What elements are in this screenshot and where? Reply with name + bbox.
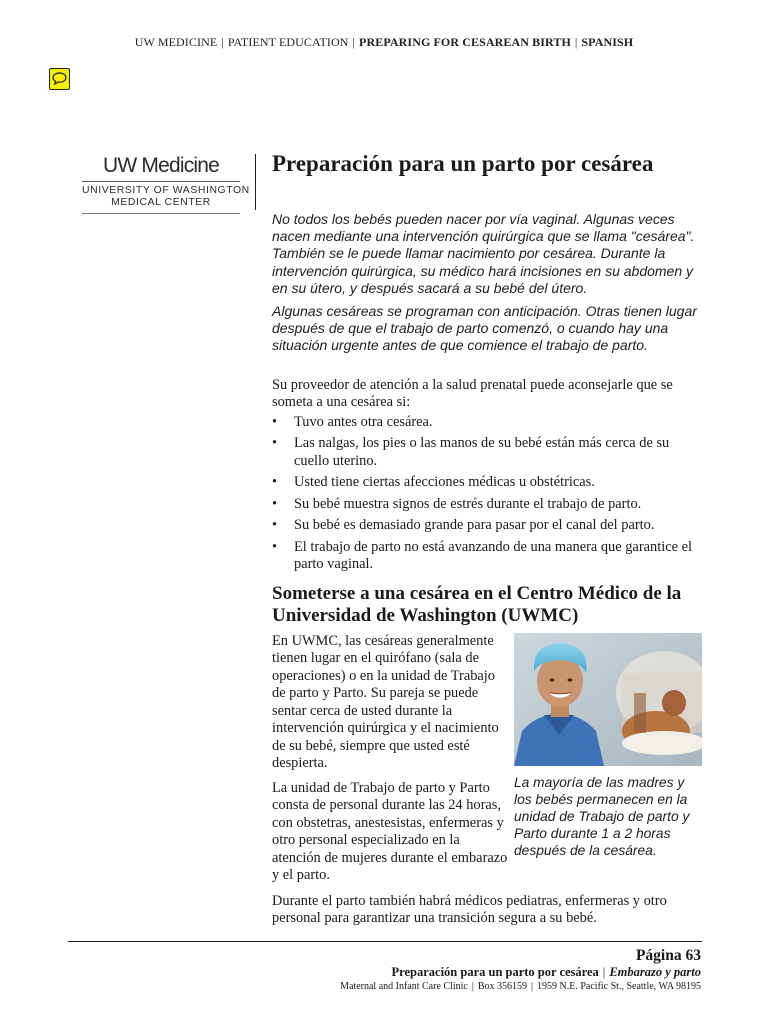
header-separator: | [352,35,356,49]
uw-medicine-logo [82,154,250,214]
photo-block [514,633,702,860]
header-topic: PREPARING FOR CESAREAN BIRTH [359,35,571,49]
footer-doc-title: Preparación para un parto por cesárea [391,965,599,979]
footer-box: Box 356159 [477,981,528,992]
footer-title-line [200,965,701,980]
footer-clinic: Maternal and Infant Care Clinic [340,981,468,992]
logo-rule [82,181,240,182]
header-separator: | [574,35,578,49]
logo-line-1: UNIVERSITY OF WASHINGTON [82,185,250,196]
footer-series: Embarazo y parto [609,965,701,979]
footer-rule [68,941,702,942]
list-item [272,539,702,574]
footer-separator: | [602,965,606,979]
footer-separator: | [471,981,474,992]
list-item-text: Tuvo antes otra cesárea. [294,413,433,430]
nurse-photo [514,633,702,766]
running-header [0,35,768,50]
conditions-list [272,414,702,574]
logo-wordmark: UW Medicine [102,154,220,177]
page-title: Preparación para un parto por cesárea [272,151,654,176]
title-divider [255,154,256,210]
footer-separator: | [531,981,534,992]
bullet: • [272,474,278,491]
logo-line-2: MEDICAL CENTER [111,197,211,208]
logo-bottom-rule [82,213,240,214]
list-item [272,414,702,432]
intro [272,211,702,355]
list-item-text: El trabajo de parto no está avanzando de una manera que garantice el parto vaginal. [294,538,692,573]
conditions-lead: Su proveedor de atención a la salud prenatal puede aconsejarle que se someta a una cesárea si: [272,376,673,411]
main-content [272,211,702,928]
bullet: • [272,538,278,555]
list-item [272,517,702,535]
list-item-text: Su bebé es demasiado grande para pasar por el canal del parto. [294,517,655,534]
list-item-text: Las nalgas, los pies o las manos de su bebé están más cerca de su cuello uterino. [294,435,670,469]
list-item [272,435,702,470]
header-section: PATIENT EDUCATION [227,35,349,49]
photo-caption: La mayoría de las madres y los bebés permanecen en la unidad de Trabajo de parto y Parto durante 1 a 2 horas después de la cesárea. [514,774,690,859]
uwmc-paragraph-2: La unidad de Trabajo de parto y Parto consta de personal durante las 24 horas, con obstetras, anestesistas, enfermeras y otro personal especializado en la atención de mujeres durante el embarazo y el parto. [272,779,508,884]
uwmc-paragraph-1: En UWMC, las cesáreas generalmente tienen lugar en el quirófano (sala de operaciones) o en la unidad de Trabajo de parto y Parto. Su pareja se puede sentar cerca de usted durante la intervención quirúrgica y el nacimiento de su bebé, siempre que usted esté despierta. [272,632,499,772]
list-item-text: Usted tiene ciertas afecciones médicas u obstétricas. [294,474,595,491]
bullet: • [272,495,278,512]
intro-paragraph-2: Algunas cesáreas se programan con anticipación. Otras tienen lugar después de que el trabajo de parto comenzó, o cuando hay una situación urgente antes de que comience el trabajo de parto. [272,303,697,354]
bullet: • [272,435,278,452]
comment-icon[interactable] [49,68,70,90]
bullet: • [272,413,278,430]
list-item [272,496,702,514]
header-language: SPANISH [581,35,634,49]
closing-paragraph: Durante el parto también habrá médicos pediatras, enfermeras y otro personal para garantizar una transición segura a su bebé. [272,892,667,927]
footer-address: 1959 N.E. Pacific St., Seattle, WA 98195 [537,981,701,992]
header-org: UW MEDICINE [134,35,218,49]
header-separator: | [221,35,224,49]
conditions-block [272,377,702,928]
list-item-text: Su bebé muestra signos de estrés durante el trabajo de parto. [294,495,642,512]
page-number: Página 63 [635,947,701,964]
section-heading: Someterse a una cesárea en el Centro Médico de la Universidad de Washington (UWMC) [272,582,682,626]
uwmc-body [272,633,702,885]
bullet: • [272,517,278,534]
speech-bubble-icon [52,72,67,85]
intro-paragraph-1: No todos los bebés pueden nacer por vía vaginal. Algunas veces nacen mediante una intervención quirúrgica que se llama "cesárea". También se le puede llamar nacimiento por cesárea. Durante la intervención quirúrgica, su médico hará incisiones en su abdomen y en su útero, y después sacará a su bebé del útero. [272,211,695,296]
footer-address-line [200,980,701,993]
list-item [272,474,702,492]
page-footer [200,946,701,993]
